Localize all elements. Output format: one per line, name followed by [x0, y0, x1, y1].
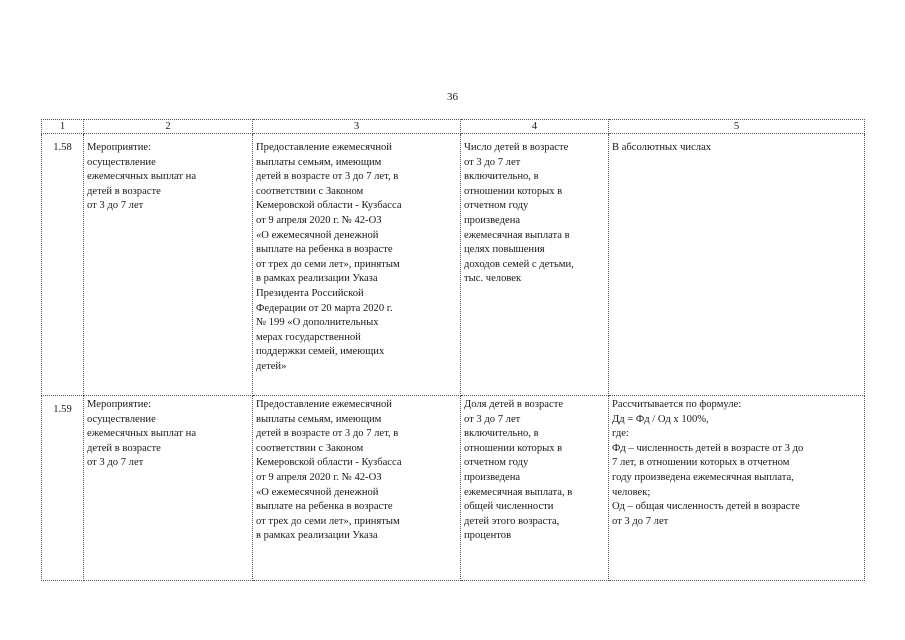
header-cell: 2: [84, 120, 253, 134]
indicator-cell: Число детей в возрасте от 3 до 7 лет включительно, в отношении которых в отчетном году произведена ежемесячная выплата в целях повышения доходов семей с детьми, тыс. человек: [461, 134, 609, 396]
header-cell: 1: [42, 120, 84, 134]
indicator-cell: Доля детей в возрасте от 3 до 7 лет включительно, в отношении которых в отчетном году произведена ежемесячная выплата, в общей численности детей этого возраста, процентов: [461, 396, 609, 581]
measures-table: [41, 119, 865, 581]
method-cell: Рассчитывается по формуле: Дд = Фд / Од x 100%, где: Фд – численность детей в возрасте от 3 до 7 лет, в отношении которых в отчетном году произведена ежемесячная выплата, человек; Од – общая численность детей в возрасте от 3 до 7 лет: [609, 396, 865, 581]
header-cell: 4: [461, 120, 609, 134]
table-row: [42, 134, 865, 396]
header-cell: 5: [609, 120, 865, 134]
table-row: [42, 396, 865, 581]
event-cell: Мероприятие: осуществление ежемесячных выплат на детей в возрасте от 3 до 7 лет: [84, 134, 253, 396]
basis-cell: Предоставление ежемесячной выплаты семьям, имеющим детей в возрасте от 3 до 7 лет, в соответствии с Законом Кемеровской области - Кузбасса от 9 апреля 2020 г. № 42-ОЗ «О ежемесячной денежной выплате на ребенка в возрасте от трех до семи лет», принятым в рамках реализации Указа: [253, 396, 461, 581]
row-number: 1.58: [42, 134, 84, 396]
page-number: 36: [447, 91, 458, 103]
method-cell: В абсолютных числах: [609, 134, 865, 396]
header-cell: 3: [253, 120, 461, 134]
row-number: 1.59: [42, 396, 84, 581]
basis-cell: Предоставление ежемесячной выплаты семьям, имеющим детей в возрасте от 3 до 7 лет, в соответствии с Законом Кемеровской области - Кузбасса от 9 апреля 2020 г. № 42-ОЗ «О ежемесячной денежной выплате на ребенка в возрасте от трех до семи лет», принятым в рамках реализации Указа Президента Российской Федерации от 20 марта 2020 г. № 199 «О дополнительных мерах государственной поддержки семей, имеющих детей»: [253, 134, 461, 396]
table-header-row: [42, 120, 865, 134]
event-cell: Мероприятие: осуществление ежемесячных выплат на детей в возрасте от 3 до 7 лет: [84, 396, 253, 581]
